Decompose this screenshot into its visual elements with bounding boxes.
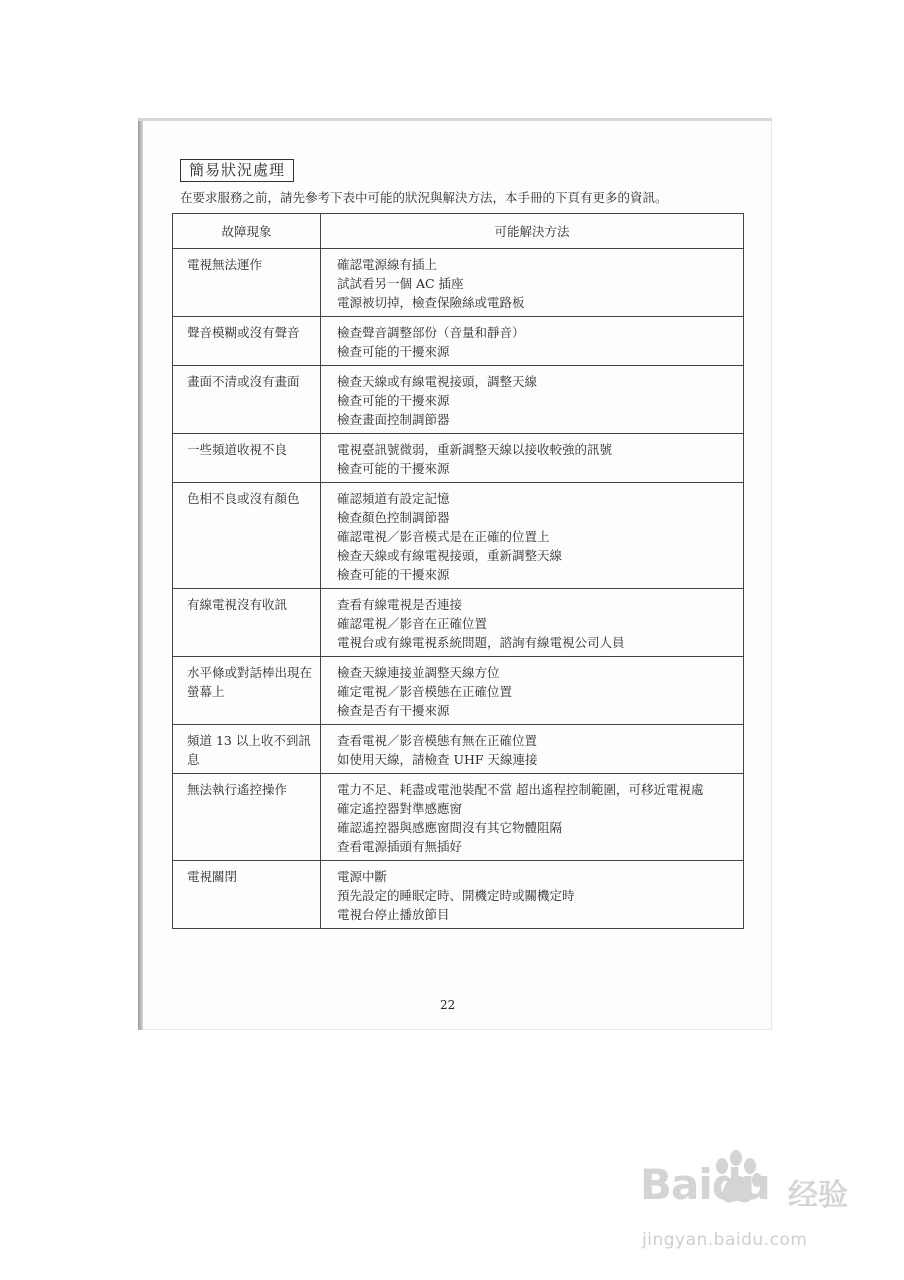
watermark-url: jingyan.baidu.com bbox=[642, 1230, 808, 1250]
scan-shadow-left bbox=[138, 118, 143, 1030]
solution-line: 檢查是否有干擾來源 bbox=[337, 703, 450, 718]
symptom-cell: 頻道 13 以上收不到訊息 bbox=[173, 725, 321, 774]
troubleshooting-table bbox=[172, 213, 744, 929]
solution-cell bbox=[321, 434, 744, 483]
header-solution: 可能解決方法 bbox=[321, 214, 744, 249]
table-row bbox=[173, 589, 744, 657]
solution-line: 電視台停止播放節目 bbox=[337, 907, 450, 922]
solution-cell bbox=[321, 861, 744, 929]
solution-line: 檢查可能的干擾來源 bbox=[337, 461, 450, 476]
table-header-row bbox=[173, 214, 744, 249]
solution-line: 檢查天線連接並調整天線方位 bbox=[337, 665, 500, 680]
solution-line: 檢查聲音調整部份（音量和靜音） bbox=[337, 325, 525, 340]
page-number: 22 bbox=[440, 998, 456, 1012]
scan-shadow-top bbox=[138, 118, 772, 121]
symptom-cell: 電視關閉 bbox=[173, 861, 321, 929]
solution-line: 確認電視／影音在正確位置 bbox=[337, 616, 488, 631]
symptom-cell: 聲音模糊或沒有聲音 bbox=[173, 317, 321, 366]
table-row bbox=[173, 317, 744, 366]
solution-cell bbox=[321, 249, 744, 317]
solution-line: 預先設定的睡眠定時、開機定時或關機定時 bbox=[337, 888, 575, 903]
table-row bbox=[173, 657, 744, 725]
table-row bbox=[173, 483, 744, 589]
solution-cell bbox=[321, 483, 744, 589]
solution-line: 確認電視／影音模式是在正確的位置上 bbox=[337, 529, 550, 544]
symptom-cell: 色相不良或沒有顏色 bbox=[173, 483, 321, 589]
solution-line: 檢查天線或有線電視接頭，重新調整天線 bbox=[337, 548, 563, 563]
solution-line: 電源被切掉，檢查保險絲或電路板 bbox=[337, 295, 525, 310]
solution-cell bbox=[321, 725, 744, 774]
table-row bbox=[173, 725, 744, 774]
baidu-watermark bbox=[640, 1146, 872, 1266]
symptom-cell: 有線電視沒有收訊 bbox=[173, 589, 321, 657]
solution-line: 確定遙控器對準感應窗 bbox=[337, 801, 463, 816]
table-row bbox=[173, 366, 744, 434]
solution-line: 試試看另一個 AC 插座 bbox=[337, 276, 464, 291]
symptom-cell: 水平條或對話棒出現在螢幕上 bbox=[173, 657, 321, 725]
solution-line: 確認頻道有設定記憶 bbox=[337, 491, 450, 506]
intro-text: 在要求服務之前，請先參考下表中可能的狀況與解決方法，本手冊的下頁有更多的資訊。 bbox=[180, 190, 668, 205]
table-row bbox=[173, 434, 744, 483]
solution-line: 確認遙控器與感應窗間沒有其它物體阻隔 bbox=[337, 820, 563, 835]
solution-cell bbox=[321, 657, 744, 725]
solution-line: 檢查顏色控制調節器 bbox=[337, 510, 450, 525]
solution-line: 檢查可能的干擾來源 bbox=[337, 344, 450, 359]
solution-cell bbox=[321, 366, 744, 434]
table-row bbox=[173, 861, 744, 929]
solution-line: 檢查可能的干擾來源 bbox=[337, 567, 450, 582]
symptom-cell: 電視無法運作 bbox=[173, 249, 321, 317]
solution-line: 電視台或有線電視系統問題，諮詢有線電視公司人員 bbox=[337, 635, 625, 650]
solution-line: 檢查可能的干擾來源 bbox=[337, 393, 450, 408]
solution-line: 確定電視／影音模態在正確位置 bbox=[337, 684, 513, 699]
symptom-cell: 無法執行遙控操作 bbox=[173, 774, 321, 861]
solution-line: 電力不足、耗盡或電池裝配不當 超出遙程控制範圍，可移近電視處 bbox=[337, 782, 704, 797]
symptom-cell: 一些頻道收視不良 bbox=[173, 434, 321, 483]
header-symptom: 故障現象 bbox=[173, 214, 321, 249]
table-body bbox=[173, 249, 744, 929]
solution-line: 檢查畫面控制調節器 bbox=[337, 412, 450, 427]
solution-line: 查看電源插頭有無插好 bbox=[337, 839, 463, 854]
solution-line: 查看有線電視是否連接 bbox=[337, 597, 463, 612]
section-title: 簡易狀況處理 bbox=[180, 159, 294, 182]
watermark-brand: Baidu bbox=[640, 1160, 770, 1209]
solution-cell bbox=[321, 774, 744, 861]
solution-cell bbox=[321, 589, 744, 657]
watermark-brand-cn: 经验 bbox=[788, 1178, 848, 1213]
solution-line: 電視臺訊號微弱，重新調整天線以接收較強的訊號 bbox=[337, 442, 613, 457]
solution-line: 如使用天線，請檢查 UHF 天線連接 bbox=[337, 752, 538, 767]
solution-line: 檢查天線或有線電視接頭，調整天線 bbox=[337, 374, 538, 389]
solution-cell bbox=[321, 317, 744, 366]
symptom-cell: 畫面不清或沒有畫面 bbox=[173, 366, 321, 434]
table-row bbox=[173, 249, 744, 317]
solution-line: 確認電源線有插上 bbox=[337, 257, 438, 272]
table-row bbox=[173, 774, 744, 861]
solution-line: 電源中斷 bbox=[337, 869, 388, 884]
solution-line: 查看電視／影音模態有無在正確位置 bbox=[337, 733, 538, 748]
